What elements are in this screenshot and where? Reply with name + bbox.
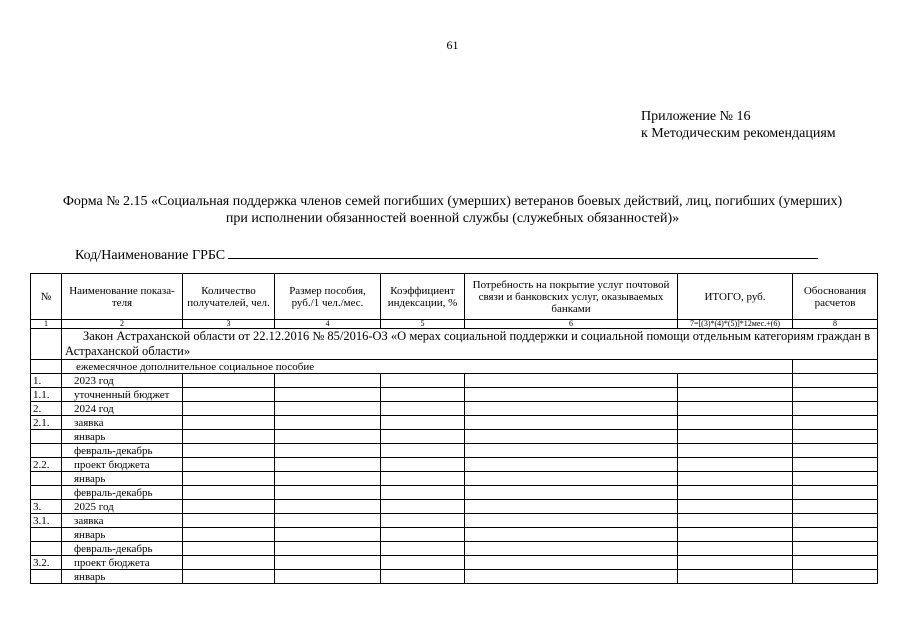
data-cell[interactable] bbox=[793, 458, 878, 472]
data-cell[interactable] bbox=[275, 458, 381, 472]
row-number: 1. bbox=[31, 374, 62, 388]
data-cell[interactable] bbox=[678, 416, 793, 430]
row-label: заявка bbox=[62, 514, 183, 528]
appendix-line-2: к Методическим рекомендациям bbox=[641, 126, 836, 141]
row-number: 3.2. bbox=[31, 556, 62, 570]
header-row bbox=[31, 274, 878, 320]
row-label: 2023 год bbox=[62, 374, 183, 388]
data-cell[interactable] bbox=[465, 542, 678, 556]
data-cell[interactable] bbox=[381, 542, 465, 556]
data-cell[interactable] bbox=[381, 472, 465, 486]
page-number: 61 bbox=[446, 38, 459, 52]
appendix-heading bbox=[641, 108, 836, 142]
table-row bbox=[31, 570, 878, 584]
data-cell[interactable] bbox=[793, 472, 878, 486]
data-cell[interactable] bbox=[275, 472, 381, 486]
data-cell[interactable] bbox=[465, 402, 678, 416]
data-cell[interactable] bbox=[275, 486, 381, 500]
data-cell[interactable] bbox=[678, 514, 793, 528]
data-cell[interactable] bbox=[465, 570, 678, 584]
row-number: 3. bbox=[31, 500, 62, 514]
data-cell[interactable] bbox=[275, 542, 381, 556]
data-cell[interactable] bbox=[465, 388, 678, 402]
row-label: январь bbox=[62, 528, 183, 542]
row-label: февраль-декабрь bbox=[62, 444, 183, 458]
data-cell[interactable] bbox=[678, 472, 793, 486]
data-cell[interactable] bbox=[465, 416, 678, 430]
data-cell[interactable] bbox=[793, 542, 878, 556]
row-number: 3.1. bbox=[31, 514, 62, 528]
row-label: январь bbox=[62, 570, 183, 584]
data-cell[interactable] bbox=[678, 388, 793, 402]
data-cell[interactable] bbox=[678, 430, 793, 444]
data-cell[interactable] bbox=[183, 430, 275, 444]
table-row bbox=[31, 556, 878, 570]
row-label: февраль-декабрь bbox=[62, 486, 183, 500]
data-cell[interactable] bbox=[793, 514, 878, 528]
law-row bbox=[31, 329, 878, 360]
row-label: 2025 год bbox=[62, 500, 183, 514]
data-cell[interactable] bbox=[465, 500, 678, 514]
data-cell[interactable] bbox=[381, 430, 465, 444]
data-cell[interactable] bbox=[381, 458, 465, 472]
table-row bbox=[31, 528, 878, 542]
data-cell[interactable] bbox=[183, 402, 275, 416]
appendix-line-1: Приложение № 16 bbox=[641, 109, 751, 124]
column-number: 1 bbox=[31, 320, 62, 329]
data-cell[interactable] bbox=[275, 402, 381, 416]
data-cell[interactable] bbox=[678, 486, 793, 500]
data-cell[interactable] bbox=[678, 402, 793, 416]
row-number bbox=[31, 486, 62, 500]
row-label: проект бюджета bbox=[62, 556, 183, 570]
data-cell[interactable] bbox=[465, 444, 678, 458]
row-label: 2024 год bbox=[62, 402, 183, 416]
data-cell[interactable] bbox=[465, 472, 678, 486]
data-cell[interactable] bbox=[183, 556, 275, 570]
row-label: январь bbox=[62, 430, 183, 444]
form-title bbox=[30, 193, 875, 227]
table-row bbox=[31, 542, 878, 556]
table-row bbox=[31, 514, 878, 528]
empty-cell bbox=[31, 360, 62, 374]
row-number: 1.1. bbox=[31, 388, 62, 402]
data-cell[interactable] bbox=[678, 444, 793, 458]
data-cell[interactable] bbox=[793, 430, 878, 444]
data-cell[interactable] bbox=[183, 486, 275, 500]
row-number: 2.1. bbox=[31, 416, 62, 430]
data-cell[interactable] bbox=[275, 416, 381, 430]
row-label: февраль-декабрь bbox=[62, 542, 183, 556]
data-cell[interactable] bbox=[183, 388, 275, 402]
data-cell[interactable] bbox=[678, 542, 793, 556]
data-cell[interactable] bbox=[381, 556, 465, 570]
row-number bbox=[31, 472, 62, 486]
empty-cell bbox=[31, 329, 62, 360]
data-cell[interactable] bbox=[793, 570, 878, 584]
grbs-blank-line bbox=[228, 246, 818, 259]
data-cell[interactable] bbox=[381, 570, 465, 584]
data-cell[interactable] bbox=[793, 388, 878, 402]
column-number: 7=[(3)*(4)*(5)]*12мес.+(6) bbox=[678, 320, 793, 329]
data-cell[interactable] bbox=[793, 528, 878, 542]
data-cell[interactable] bbox=[465, 514, 678, 528]
data-cell[interactable] bbox=[275, 374, 381, 388]
header-cell: Наименование показа-теля bbox=[62, 274, 183, 320]
data-cell[interactable] bbox=[793, 486, 878, 500]
data-cell[interactable] bbox=[183, 528, 275, 542]
form-title-line-1: Форма № 2.15 «Социальная поддержка членов семей погибших (умерших) ветеранов боевых действий, лиц, погибших (умерших) bbox=[62, 194, 843, 209]
data-cell[interactable] bbox=[678, 374, 793, 388]
row-number: 2.2. bbox=[31, 458, 62, 472]
column-number: 4 bbox=[275, 320, 381, 329]
table-row bbox=[31, 444, 878, 458]
data-cell[interactable] bbox=[275, 528, 381, 542]
header-cell: Коэффициент индексации, % bbox=[381, 274, 465, 320]
header-cell: Количество получателей, чел. bbox=[183, 274, 275, 320]
row-label: проект бюджета bbox=[62, 458, 183, 472]
data-cell[interactable] bbox=[678, 570, 793, 584]
data-cell[interactable] bbox=[275, 388, 381, 402]
data-cell[interactable] bbox=[183, 500, 275, 514]
table-row bbox=[31, 500, 878, 514]
column-number: 6 bbox=[465, 320, 678, 329]
row-number bbox=[31, 570, 62, 584]
grbs-label: Код/Наименование ГРБС bbox=[75, 248, 226, 263]
row-label: январь bbox=[62, 472, 183, 486]
data-cell[interactable] bbox=[183, 444, 275, 458]
data-cell[interactable] bbox=[381, 402, 465, 416]
data-cell[interactable] bbox=[793, 444, 878, 458]
data-cell[interactable] bbox=[793, 556, 878, 570]
empty-cell bbox=[793, 360, 878, 374]
data-cell[interactable] bbox=[465, 458, 678, 472]
data-cell[interactable] bbox=[381, 500, 465, 514]
column-number: 8 bbox=[793, 320, 878, 329]
form-title-line-2: при исполнении обязанностей военной службы (служебных обязанностей)» bbox=[225, 211, 680, 226]
data-cell[interactable] bbox=[183, 374, 275, 388]
row-number bbox=[31, 430, 62, 444]
column-number: 5 bbox=[381, 320, 465, 329]
benefit-label: ежемесячное дополнительное социальное пособие bbox=[62, 360, 793, 374]
data-cell[interactable] bbox=[381, 528, 465, 542]
row-number: 2. bbox=[31, 402, 62, 416]
data-cell[interactable] bbox=[678, 556, 793, 570]
header-cell: Обоснования расчетов bbox=[793, 274, 878, 320]
data-cell[interactable] bbox=[381, 514, 465, 528]
data-cell[interactable] bbox=[381, 486, 465, 500]
data-cell[interactable] bbox=[465, 528, 678, 542]
row-number bbox=[31, 528, 62, 542]
table-row bbox=[31, 486, 878, 500]
data-cell[interactable] bbox=[183, 570, 275, 584]
data-cell[interactable] bbox=[381, 444, 465, 458]
data-cell[interactable] bbox=[183, 514, 275, 528]
benefit-row bbox=[31, 360, 878, 374]
grbs-field bbox=[75, 246, 818, 264]
column-number-row bbox=[31, 320, 878, 329]
row-label: заявка bbox=[62, 416, 183, 430]
header-cell: Потребность на покрытие услуг почтовой связи и банковских услуг, оказываемых банками bbox=[465, 274, 678, 320]
column-number: 2 bbox=[62, 320, 183, 329]
data-cell[interactable] bbox=[381, 388, 465, 402]
data-cell[interactable] bbox=[381, 416, 465, 430]
data-cell[interactable] bbox=[183, 542, 275, 556]
data-cell[interactable] bbox=[275, 570, 381, 584]
header-cell: ИТОГО, руб. bbox=[678, 274, 793, 320]
data-cell[interactable] bbox=[465, 430, 678, 444]
row-number bbox=[31, 542, 62, 556]
data-cell[interactable] bbox=[793, 374, 878, 388]
row-label: уточненный бюджет bbox=[62, 388, 183, 402]
table-row bbox=[31, 472, 878, 486]
data-cell[interactable] bbox=[275, 556, 381, 570]
table-row bbox=[31, 374, 878, 388]
data-cell[interactable] bbox=[793, 402, 878, 416]
data-cell[interactable] bbox=[275, 430, 381, 444]
calculation-table bbox=[30, 273, 878, 584]
data-cell[interactable] bbox=[793, 500, 878, 514]
data-cell[interactable] bbox=[678, 458, 793, 472]
data-cell[interactable] bbox=[183, 472, 275, 486]
data-cell[interactable] bbox=[275, 500, 381, 514]
table-row bbox=[31, 416, 878, 430]
data-cell[interactable] bbox=[793, 416, 878, 430]
data-cell[interactable] bbox=[465, 486, 678, 500]
data-cell[interactable] bbox=[465, 374, 678, 388]
header-cell: Размер пособия, руб./1 чел./мес. bbox=[275, 274, 381, 320]
law-text: Закон Астраханской области от 22.12.2016 № 85/2016-ОЗ «О мерах социальной поддержки и социальной помощи отдельным категориям граждан в Астраханской области» bbox=[62, 329, 878, 360]
table-row bbox=[31, 402, 878, 416]
data-cell[interactable] bbox=[678, 500, 793, 514]
data-cell[interactable] bbox=[183, 416, 275, 430]
data-cell[interactable] bbox=[275, 444, 381, 458]
table-row bbox=[31, 458, 878, 472]
header-cell: № bbox=[31, 274, 62, 320]
data-cell[interactable] bbox=[465, 556, 678, 570]
data-cell[interactable] bbox=[183, 458, 275, 472]
data-cell[interactable] bbox=[381, 374, 465, 388]
table-row bbox=[31, 430, 878, 444]
data-cell[interactable] bbox=[275, 514, 381, 528]
data-cell[interactable] bbox=[678, 528, 793, 542]
column-number: 3 bbox=[183, 320, 275, 329]
table-row bbox=[31, 388, 878, 402]
row-number bbox=[31, 444, 62, 458]
